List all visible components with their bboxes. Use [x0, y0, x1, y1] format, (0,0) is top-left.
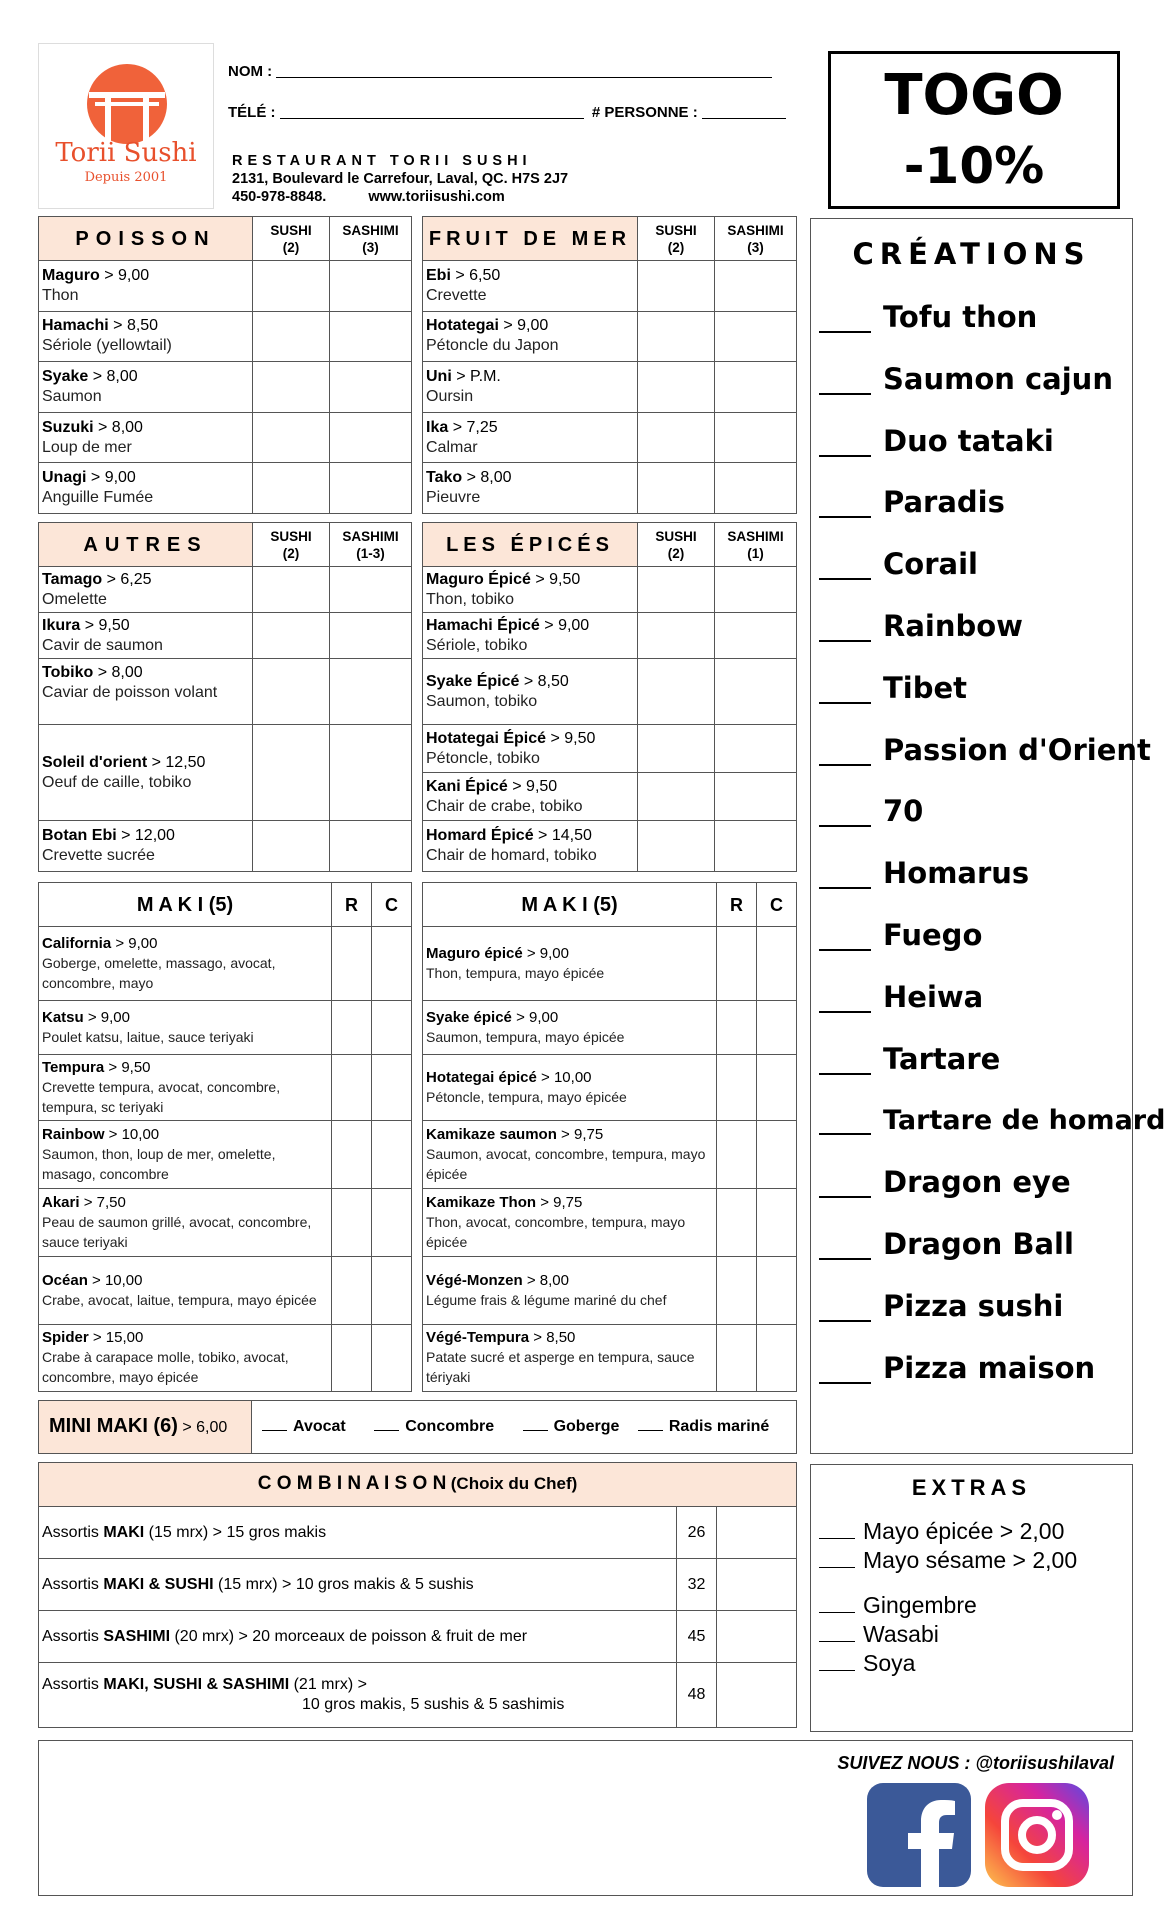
mini-maki-option[interactable]: Goberge: [523, 1418, 620, 1435]
table-row: Ika > 7,25 Calmar: [423, 412, 797, 463]
qty-cell[interactable]: [757, 1001, 797, 1055]
epices-col-sushi: SUSHI (2): [638, 523, 715, 567]
extra-item[interactable]: Wasabi: [819, 1620, 1077, 1649]
table-row: Rainbow > 10,00 Saumon, thon, loup de mer, omelette, masago, concombre: [39, 1121, 412, 1189]
qty-cell[interactable]: [757, 1325, 797, 1392]
qty-cell[interactable]: [372, 1189, 412, 1257]
mini-maki-option[interactable]: Avocat: [262, 1418, 346, 1435]
table-row: Syake épicé > 9,00 Saumon, tempura, mayo épicée: [423, 1001, 797, 1055]
qty-cell[interactable]: [638, 613, 715, 659]
combo-price: 45: [677, 1611, 717, 1663]
epices-col-sashimi: SASHIMI (1): [715, 523, 797, 567]
creation-item[interactable]: Fuego: [819, 905, 1165, 967]
table-row: Spider > 15,00 Crabe à carapace molle, tobiko, avocat, concombre, mayo épicée: [39, 1325, 412, 1392]
qty-cell[interactable]: [717, 1559, 797, 1611]
mini-maki-title-cell: [39, 1401, 252, 1454]
restaurant-website: www.toriisushi.com: [368, 189, 505, 205]
qty-cell[interactable]: [253, 311, 330, 362]
qty-cell[interactable]: [330, 463, 412, 514]
epices-title: LES ÉPICÉS: [423, 523, 638, 567]
creation-item[interactable]: Duo tataki: [819, 411, 1165, 473]
creation-item[interactable]: Dragon eye: [819, 1152, 1165, 1214]
qty-cell[interactable]: [717, 1325, 757, 1392]
qty-cell[interactable]: [715, 311, 797, 362]
table-row: Maguro > 9,00 Thon: [39, 261, 412, 312]
creation-item[interactable]: Corail: [819, 534, 1165, 596]
qty-cell[interactable]: [757, 1257, 797, 1325]
fruit-de-mer-section: [422, 216, 797, 514]
qty-cell[interactable]: [330, 362, 412, 413]
qty-cell[interactable]: [372, 1325, 412, 1392]
table-row: Hamachi > 8,50 Sériole (yellowtail): [39, 311, 412, 362]
creation-item[interactable]: Tibet: [819, 658, 1165, 720]
table-row: Assortis MAKI, SUSHI & SASHIMI (21 mrx) > 10 gros makis, 5 sushis & 5 sashimis 48: [39, 1663, 797, 1728]
qty-cell[interactable]: [332, 1121, 372, 1189]
qty-cell[interactable]: [638, 261, 715, 312]
qty-cell[interactable]: [253, 362, 330, 413]
qty-cell[interactable]: [638, 725, 715, 773]
qty-cell[interactable]: [253, 463, 330, 514]
table-row: Uni > P.M. Oursin: [423, 362, 797, 413]
table-row: Tamago > 6,25 Omelette: [39, 567, 412, 613]
table-row: Assortis MAKI (15 mrx) > 15 gros makis 26: [39, 1507, 797, 1559]
restaurant-address: 2131, Boulevard le Carrefour, Laval, QC. H7S 2J7: [232, 171, 569, 187]
creations-list: [819, 287, 1165, 1399]
poisson-title: POISSON: [39, 217, 253, 261]
qty-cell[interactable]: [332, 1055, 372, 1121]
extras-list: [819, 1517, 1077, 1678]
combo-price: 26: [677, 1507, 717, 1559]
maki-left-title: M A K I (5): [39, 883, 332, 927]
creation-item[interactable]: 70: [819, 781, 1165, 843]
table-row: Akari > 7,50 Peau de saumon grillé, avocat, concombre, sauce teriyaki: [39, 1189, 412, 1257]
qty-cell[interactable]: [715, 659, 797, 725]
fruit-de-mer-title: FRUIT DE MER: [423, 217, 638, 261]
qty-cell[interactable]: [715, 261, 797, 312]
qty-cell[interactable]: [715, 773, 797, 821]
qty-cell[interactable]: [330, 567, 412, 613]
qty-cell[interactable]: [638, 821, 715, 872]
qty-cell[interactable]: [717, 1121, 757, 1189]
maki-right-col-r: R: [717, 883, 757, 927]
qty-cell[interactable]: [330, 725, 412, 821]
table-row: Océan > 10,00 Crabe, avocat, laitue, tempura, mayo épicée: [39, 1257, 412, 1325]
creation-item[interactable]: Heiwa: [819, 967, 1165, 1029]
nom-row: [228, 62, 772, 80]
poisson-col-sashimi: SASHIMI (3): [330, 217, 412, 261]
table-row: Maguro Épicé > 9,50 Thon, tobiko: [423, 567, 797, 613]
follow-text: SUIVEZ NOUS : @toriisushilaval: [837, 1753, 1114, 1773]
table-row: Hotategai > 9,00 Pétoncle du Japon: [423, 311, 797, 362]
combinaison-header: [39, 1463, 797, 1507]
combo-price: 48: [677, 1663, 717, 1728]
qty-cell[interactable]: [715, 821, 797, 872]
epices-section: [422, 522, 797, 872]
mini-maki-options: [252, 1401, 797, 1454]
qty-cell[interactable]: [717, 1189, 757, 1257]
mini-maki-option[interactable]: Radis mariné: [638, 1418, 769, 1435]
instagram-icon[interactable]: [985, 1783, 1089, 1887]
qty-cell[interactable]: [715, 362, 797, 413]
table-row: Kamikaze Thon > 9,75 Thon, avocat, concombre, tempura, mayo épicée: [423, 1189, 797, 1257]
tele-field[interactable]: [280, 103, 584, 119]
restaurant-contact: [232, 188, 568, 206]
qty-cell[interactable]: [332, 927, 372, 1001]
table-row: Homard Épicé > 14,50 Chair de homard, tobiko: [423, 821, 797, 872]
qty-cell[interactable]: [330, 311, 412, 362]
creations-section: [810, 218, 1166, 1454]
creation-item[interactable]: Tartare: [819, 1029, 1165, 1091]
table-row: Tempura > 9,50 Crevette tempura, avocat, concombre, tempura, sc teriyaki: [39, 1055, 412, 1121]
qty-cell[interactable]: [638, 659, 715, 725]
mini-maki-title: MINI MAKI (6): [49, 1415, 178, 1437]
mini-maki-price: > 6,00: [177, 1419, 228, 1436]
qty-cell[interactable]: [253, 725, 330, 821]
qty-cell[interactable]: [717, 1055, 757, 1121]
qty-cell[interactable]: [372, 1121, 412, 1189]
facebook-icon[interactable]: [867, 1783, 971, 1887]
nom-label: NOM :: [228, 63, 273, 80]
maki-left-col-r: R: [332, 883, 372, 927]
mini-maki-option[interactable]: Concombre: [374, 1418, 494, 1435]
extra-item[interactable]: Mayo épicée > 2,00: [819, 1517, 1077, 1546]
mini-maki-section: [38, 1400, 797, 1454]
extras-section: [810, 1464, 1133, 1732]
fdm-col-sashimi: SASHIMI (3): [715, 217, 797, 261]
maki-left-section: [38, 882, 412, 1392]
qty-cell[interactable]: [372, 1001, 412, 1055]
table-row: Tobiko > 8,00 Caviar de poisson volant: [39, 659, 412, 725]
qty-cell[interactable]: [253, 659, 330, 725]
creation-item[interactable]: Paradis: [819, 472, 1165, 534]
creations-title: CRÉATIONS: [852, 237, 1091, 271]
table-row: Assortis SASHIMI (20 mrx) > 20 morceaux de poisson & fruit de mer 45: [39, 1611, 797, 1663]
table-row: Kani Épicé > 9,50 Chair de crabe, tobiko: [423, 773, 797, 821]
logo-since: Depuis 2001: [84, 170, 168, 185]
table-row: Unagi > 9,00 Anguille Fumée: [39, 463, 412, 514]
creation-item[interactable]: Dragon Ball: [819, 1214, 1165, 1276]
maki-right-col-c: C: [757, 883, 797, 927]
qty-cell[interactable]: [253, 567, 330, 613]
poisson-section: [38, 216, 412, 514]
extra-item[interactable]: Soya: [819, 1649, 1077, 1678]
table-row: Syake Épicé > 8,50 Saumon, tobiko: [423, 659, 797, 725]
table-row: Hotategai épicé > 10,00 Pétoncle, tempura, mayo épicée: [423, 1055, 797, 1121]
qty-cell[interactable]: [638, 463, 715, 514]
qty-cell[interactable]: [332, 1001, 372, 1055]
qty-cell[interactable]: [253, 412, 330, 463]
table-row: Katsu > 9,00 Poulet katsu, laitue, sauce teriyaki: [39, 1001, 412, 1055]
qty-cell[interactable]: [330, 261, 412, 312]
fdm-col-sushi: SUSHI (2): [638, 217, 715, 261]
qty-cell[interactable]: [717, 1507, 797, 1559]
table-row: Ikura > 9,50 Cavir de saumon: [39, 613, 412, 659]
qty-cell[interactable]: [372, 1055, 412, 1121]
qty-cell[interactable]: [372, 927, 412, 1001]
tele-label: TÉLÉ :: [228, 104, 276, 121]
table-row: Botan Ebi > 12,00 Crevette sucrée: [39, 821, 412, 872]
qty-cell[interactable]: [332, 1325, 372, 1392]
qty-cell[interactable]: [715, 463, 797, 514]
qty-cell[interactable]: [372, 1257, 412, 1325]
creation-item[interactable]: Homarus: [819, 843, 1165, 905]
table-row: Ebi > 6,50 Crevette: [423, 261, 797, 312]
table-row: Kamikaze saumon > 9,75 Saumon, avocat, concombre, tempura, mayo épicée: [423, 1121, 797, 1189]
maki-right-section: [422, 882, 797, 1392]
qty-cell[interactable]: [330, 412, 412, 463]
qty-cell[interactable]: [638, 412, 715, 463]
qty-cell[interactable]: [717, 1611, 797, 1663]
qty-cell[interactable]: [638, 362, 715, 413]
table-row: Suzuki > 8,00 Loup de mer: [39, 412, 412, 463]
restaurant-phone: 450-978-8848.: [232, 189, 327, 205]
qty-cell[interactable]: [638, 567, 715, 613]
creation-item[interactable]: Passion d'Orient: [819, 720, 1165, 782]
creation-item[interactable]: Pizza maison: [819, 1338, 1165, 1400]
creation-item[interactable]: Saumon cajun: [819, 349, 1165, 411]
personne-label: # PERSONNE :: [591, 104, 698, 121]
table-row: California > 9,00 Goberge, omelette, massago, avocat, concombre, mayo: [39, 927, 412, 1001]
qty-cell[interactable]: [757, 1121, 797, 1189]
extras-title: EXTRAS: [911, 1475, 1032, 1500]
table-row: Végé-Monzen > 8,00 Légume frais & légume mariné du chef: [423, 1257, 797, 1325]
qty-cell[interactable]: [715, 725, 797, 773]
creation-item[interactable]: Tofu thon: [819, 287, 1165, 349]
nom-field[interactable]: [276, 62, 772, 78]
qty-cell[interactable]: [253, 613, 330, 659]
autres-col-sushi: SUSHI (2): [253, 523, 330, 567]
autres-title: AUTRES: [39, 523, 253, 567]
logo-box: [38, 43, 214, 209]
autres-section: [38, 522, 412, 872]
table-row: Tako > 8,00 Pieuvre: [423, 463, 797, 514]
table-row: Hotategai Épicé > 9,50 Pétoncle, tobiko: [423, 725, 797, 773]
personne-field[interactable]: [702, 103, 786, 119]
restaurant-info: [232, 152, 568, 206]
qty-cell[interactable]: [715, 567, 797, 613]
qty-cell[interactable]: [717, 927, 757, 1001]
qty-cell[interactable]: [253, 261, 330, 312]
qty-cell[interactable]: [715, 613, 797, 659]
table-row: Soleil d'orient > 12,50 Oeuf de caille, tobiko: [39, 725, 412, 821]
togo-discount: -10%: [903, 137, 1045, 195]
qty-cell[interactable]: [330, 659, 412, 725]
qty-cell[interactable]: [332, 1189, 372, 1257]
table-row: Hamachi Épicé > 9,00 Sériole, tobiko: [423, 613, 797, 659]
maki-right-title: M A K I (5): [423, 883, 717, 927]
qty-cell[interactable]: [330, 613, 412, 659]
extra-item[interactable]: Mayo sésame > 2,00: [819, 1546, 1077, 1575]
logo-name: Torii Sushi: [55, 138, 197, 168]
extra-item[interactable]: Gingembre: [819, 1591, 1077, 1620]
tele-row: [228, 103, 786, 121]
poisson-col-sushi: SUSHI (2): [253, 217, 330, 261]
combinaison-title: C O M B I N A I S O N: [257, 1473, 447, 1494]
qty-cell[interactable]: [757, 1189, 797, 1257]
qty-cell[interactable]: [717, 1001, 757, 1055]
togo-box: [828, 51, 1120, 209]
maki-left-col-c: C: [372, 883, 412, 927]
qty-cell[interactable]: [717, 1663, 797, 1728]
qty-cell[interactable]: [757, 927, 797, 1001]
togo-title: TOGO: [884, 63, 1064, 128]
qty-cell[interactable]: [638, 773, 715, 821]
combinaison-section: [38, 1462, 797, 1728]
table-row: Maguro épicé > 9,00 Thon, tempura, mayo épicée: [423, 927, 797, 1001]
qty-cell[interactable]: [757, 1055, 797, 1121]
combinaison-subtitle: (Choix du Chef): [450, 1474, 578, 1493]
table-row: Syake > 8,00 Saumon: [39, 362, 412, 413]
qty-cell[interactable]: [717, 1257, 757, 1325]
qty-cell[interactable]: [638, 311, 715, 362]
creation-item[interactable]: Rainbow: [819, 596, 1165, 658]
table-row: Assortis MAKI & SUSHI (15 mrx) > 10 gros makis & 5 sushis 32: [39, 1559, 797, 1611]
qty-cell[interactable]: [715, 412, 797, 463]
autres-col-sashimi: SASHIMI (1-3): [330, 523, 412, 567]
footer-box: [38, 1740, 1133, 1896]
combo-price: 32: [677, 1559, 717, 1611]
qty-cell[interactable]: [253, 821, 330, 872]
restaurant-name: RESTAURANT TORII SUSHI: [232, 153, 532, 169]
creation-item[interactable]: Tartare de homard: [819, 1090, 1165, 1152]
creation-item[interactable]: Pizza sushi: [819, 1276, 1165, 1338]
qty-cell[interactable]: [330, 821, 412, 872]
table-row: Végé-Tempura > 8,50 Patate sucré et asperge en tempura, sauce tériyaki: [423, 1325, 797, 1392]
qty-cell[interactable]: [332, 1257, 372, 1325]
